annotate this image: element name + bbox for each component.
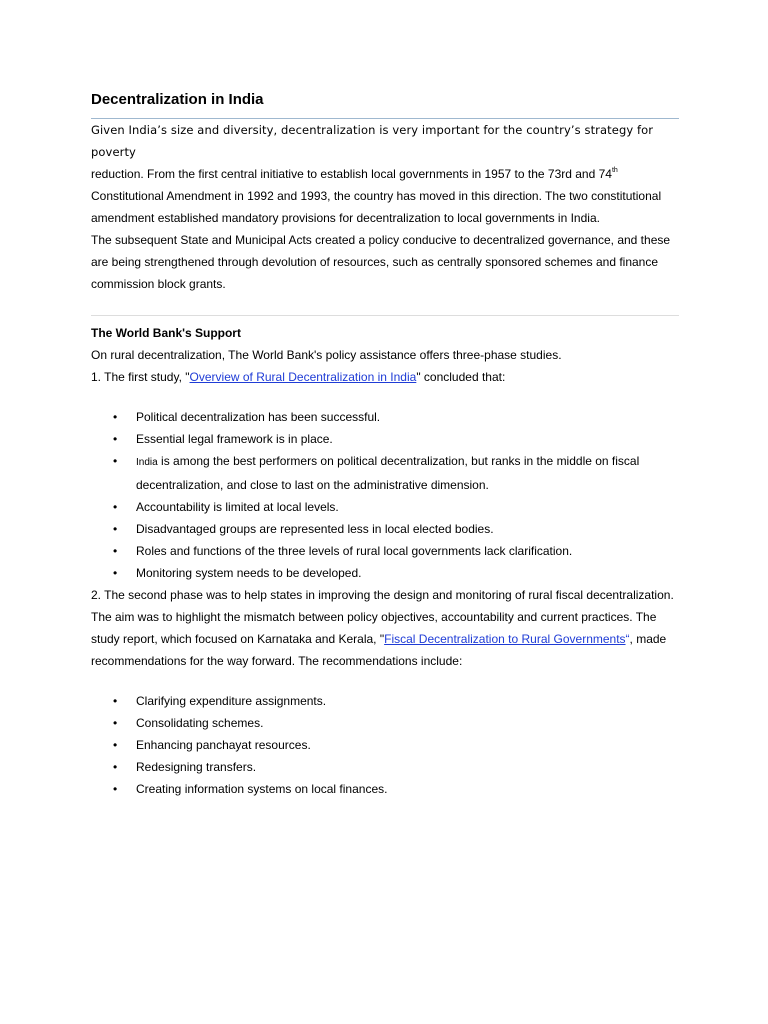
second-phase-paragraph — [91, 584, 679, 672]
bullet-icon: • — [113, 760, 118, 774]
list-item-text: Redesigning transfers. — [136, 760, 257, 774]
list-item-text: Accountability is limited at local levels. — [136, 500, 339, 514]
bullet-icon: • — [113, 738, 118, 752]
list-item — [91, 406, 679, 428]
second-phase-text-after: , made recommendations for the way forward. The recommendations include: — [91, 632, 667, 668]
findings-list — [91, 406, 679, 584]
first-study-paragraph — [91, 366, 679, 388]
intro-remainder: Constitutional Amendment in 1992 and 1993, the country has moved in this direction. The two constitutional amendment established mandatory provisions for decentralization to local governments in India. — [91, 189, 662, 225]
list-item-text: Essential legal framework is in place. — [136, 432, 333, 446]
list-item — [91, 518, 679, 540]
list-item — [91, 690, 679, 712]
bullet-icon: • — [113, 454, 118, 468]
list-item-text: Clarifying expenditure assignments. — [136, 694, 327, 708]
list-item-text: Enhancing panchayat resources. — [136, 738, 311, 752]
bullet-icon: • — [113, 782, 118, 796]
list-item-text: Political decentralization has been successful. — [136, 410, 381, 424]
intro-lead-text: Given India’s size and diversity, decentralization is very important for the country’s strategy for poverty — [91, 123, 654, 159]
page-title: Decentralization in India — [91, 91, 264, 108]
bullet-icon: • — [113, 716, 118, 730]
recommendations-list — [91, 690, 679, 800]
list-item-text: Disadvantaged groups are represented less in local elected bodies. — [136, 522, 494, 536]
list-item-text: Monitoring system needs to be developed. — [136, 566, 362, 580]
list-item-text: Consolidating schemes. — [136, 716, 264, 730]
studies-paragraph: On rural decentralization, The World Bank's policy assistance offers three-phase studies. — [91, 348, 562, 362]
list-item — [91, 540, 679, 562]
fiscal-decentralization-link[interactable]: Fiscal Decentralization to Rural Governments — [384, 632, 626, 646]
acts-paragraph: The subsequent State and Municipal Acts created a policy conducive to decentralized governance, and these are being strengthened through devolution of resources, such as centrally sponsored schemes and finance commission block grants. — [91, 233, 671, 291]
list-item — [91, 756, 679, 778]
article-content — [91, 90, 679, 800]
bullet-icon: • — [113, 432, 118, 446]
list-item — [91, 450, 679, 496]
list-item-prefix: India — [136, 457, 158, 468]
bullet-icon: • — [113, 410, 118, 424]
intro-line-two: reduction. From the first central initiative to establish local governments in 1957 to the 73rd and 74 — [91, 167, 612, 181]
list-item — [91, 778, 679, 800]
list-item-text: Roles and functions of the three levels of rural local governments lack clarification. — [136, 544, 573, 558]
bullet-icon: • — [113, 500, 118, 514]
list-item-text: Creating information systems on local finances. — [136, 782, 388, 796]
overview-study-link[interactable]: Overview of Rural Decentralization in India — [189, 370, 417, 384]
closing-quote-mark: “ — [625, 632, 630, 646]
section-block — [91, 315, 679, 344]
bullet-icon: • — [113, 544, 118, 558]
list-item — [91, 734, 679, 756]
bullet-icon: • — [113, 566, 118, 580]
list-item — [91, 496, 679, 518]
bullet-icon: • — [113, 694, 118, 708]
second-phase-text-before: 2. The second phase was to help states in improving the design and monitoring of rural fiscal decentralization. The aim was to highlight the mismatch between policy objectives, accountability and current practices. The study report, which focused on Karnataka and Kerala, " — [91, 588, 674, 646]
first-study-text-before: 1. The first study, " — [91, 370, 190, 384]
list-item — [91, 428, 679, 450]
ordinal-superscript: th — [611, 167, 618, 174]
section-divider — [91, 315, 679, 316]
list-item — [91, 712, 679, 734]
first-study-text-after: " concluded that: — [416, 370, 506, 384]
list-item — [91, 562, 679, 584]
bullet-icon: • — [113, 522, 118, 536]
list-item-text: is among the best performers on political decentralization, but ranks in the middle on fiscal decentralization, and close to last on the administrative dimension. — [136, 454, 640, 492]
intro-paragraph — [91, 119, 679, 229]
section-heading: The World Bank's Support — [91, 326, 241, 340]
